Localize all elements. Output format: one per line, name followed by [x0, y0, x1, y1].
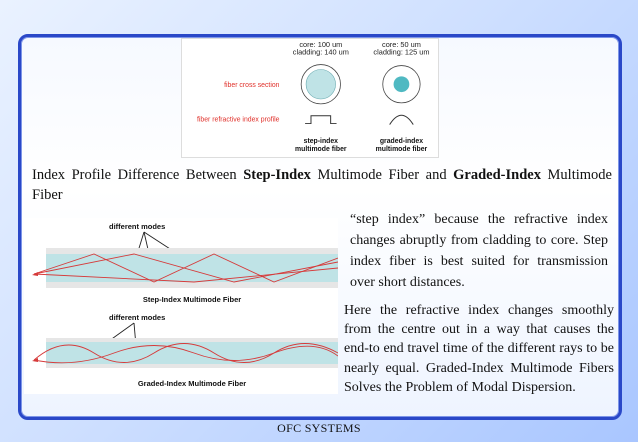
fiber-profile-figure [181, 38, 439, 158]
step-index-paragraph: “step index” because the refractive index changes abruptly from cladding to core. Step index fiber is best suited for transmission over short distances. [350, 212, 608, 290]
step-core-circle [306, 69, 336, 99]
graded-core [46, 342, 338, 364]
caption-suffix: Multimode Fiber [32, 167, 612, 203]
cross-section-row-label: fiber cross section [224, 82, 280, 90]
step-caption-line2: multimode fiber [295, 146, 347, 154]
graded-core-label: core: 50 um [382, 39, 421, 49]
fiber-modes-figure [24, 218, 338, 394]
caption-middle: Multimode Fiber and [310, 167, 454, 183]
step-index-profile [305, 116, 336, 124]
graded-index-paragraph: Here the refractive index changes smoothly from the centre out in a way that causes the end-to end travel time of the different rays to be nearly equal. Graded-Index Multimode Fibers Solves the Problem of Modal Dispersion. [344, 303, 614, 395]
step-caption-line1: step-index [303, 138, 339, 146]
graded-modes-label: different modes [109, 313, 166, 322]
fiber-modes-svg [24, 218, 338, 394]
step-cladding-label: cladding: 140 um [292, 47, 349, 57]
caption-step-index: Step-Index [243, 167, 311, 183]
index-profile-row-label: fiber refractive index profile [196, 116, 280, 124]
graded-core-circle [394, 76, 410, 92]
caption-prefix: Index Profile Difference Between [32, 167, 244, 183]
graded-cladding-label: cladding: 125 um [373, 47, 430, 57]
caption-graded-index: Graded-Index [453, 167, 541, 183]
step-core-label: core: 100 um [299, 39, 343, 49]
graded-fiber-title: Graded-Index Multimode Fiber [137, 379, 247, 388]
slide-footer: OFC SYSTEMS [277, 421, 361, 435]
figure-caption [32, 165, 612, 205]
fiber-profile-svg [182, 39, 438, 157]
step-fiber-title: Step-Index Multimode Fiber [142, 295, 242, 304]
step-core [46, 254, 338, 282]
graded-caption-line1: graded-index [379, 138, 424, 146]
graded-caption-line2: multimode fiber [375, 146, 428, 154]
step-input-arrow [32, 272, 38, 276]
step-modes-label: different modes [109, 222, 166, 231]
graded-index-profile [390, 115, 414, 124]
